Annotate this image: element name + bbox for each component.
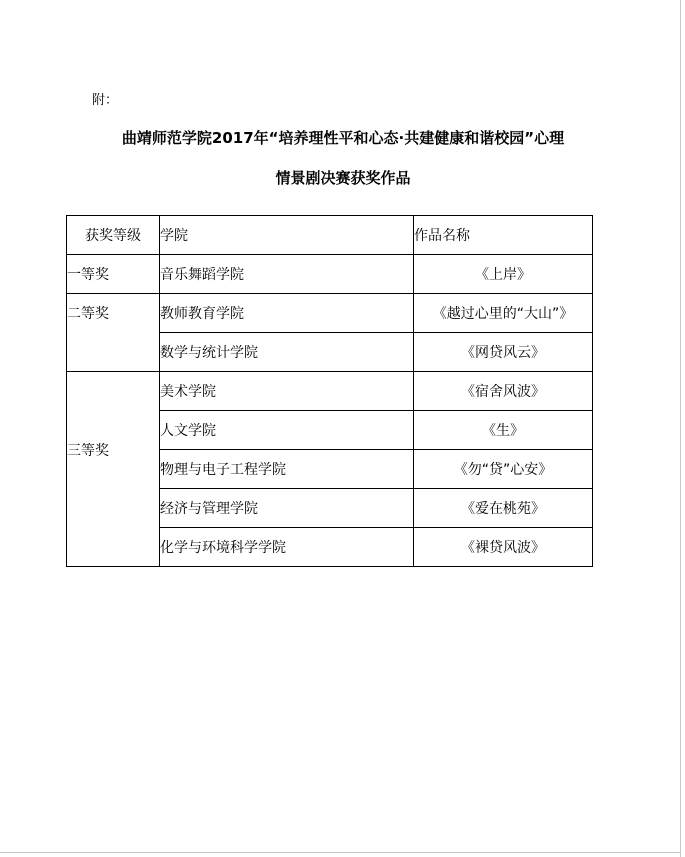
document-title-line-2: 情景剧决赛获奖作品 bbox=[275, 169, 411, 187]
page-edge-bottom bbox=[0, 852, 681, 853]
work-title-cell: 《越过心里的“大山”》 bbox=[414, 294, 593, 333]
header-college: 学院 bbox=[160, 216, 414, 255]
header-award-level: 获奖等级 bbox=[67, 216, 160, 255]
award-table bbox=[66, 215, 593, 567]
award-level-cell: 三等奖 bbox=[67, 372, 160, 567]
table-header-row bbox=[67, 216, 593, 255]
award-level-cell: 一等奖 bbox=[67, 255, 160, 294]
college-cell: 教师教育学院 bbox=[160, 294, 414, 333]
table-row bbox=[67, 294, 593, 333]
college-cell: 物理与电子工程学院 bbox=[160, 450, 414, 489]
work-title-cell: 《爱在桃苑》 bbox=[414, 489, 593, 528]
work-title-cell: 《网贷风云》 bbox=[414, 333, 593, 372]
header-work-title: 作品名称 bbox=[414, 216, 593, 255]
table-row bbox=[67, 372, 593, 411]
college-cell: 经济与管理学院 bbox=[160, 489, 414, 528]
work-title-cell: 《生》 bbox=[414, 411, 593, 450]
attachment-label: 附： bbox=[92, 93, 119, 108]
work-title-cell: 《勿“贷”心安》 bbox=[414, 450, 593, 489]
work-title-cell: 《上岸》 bbox=[414, 255, 593, 294]
college-cell: 人文学院 bbox=[160, 411, 414, 450]
college-cell: 化学与环境科学学院 bbox=[160, 528, 414, 567]
college-cell: 数学与统计学院 bbox=[160, 333, 414, 372]
table-row bbox=[67, 255, 593, 294]
college-cell: 美术学院 bbox=[160, 372, 414, 411]
work-title-cell: 《宿舍风波》 bbox=[414, 372, 593, 411]
award-level-cell: 二等奖 bbox=[67, 294, 160, 372]
work-title-cell: 《裸贷风波》 bbox=[414, 528, 593, 567]
document-title-line-1: 曲靖师范学院2017年“培养理性平和心态·共建健康和谐校园”心理 bbox=[121, 129, 565, 147]
college-cell: 音乐舞蹈学院 bbox=[160, 255, 414, 294]
page-edge-right bbox=[680, 0, 681, 857]
